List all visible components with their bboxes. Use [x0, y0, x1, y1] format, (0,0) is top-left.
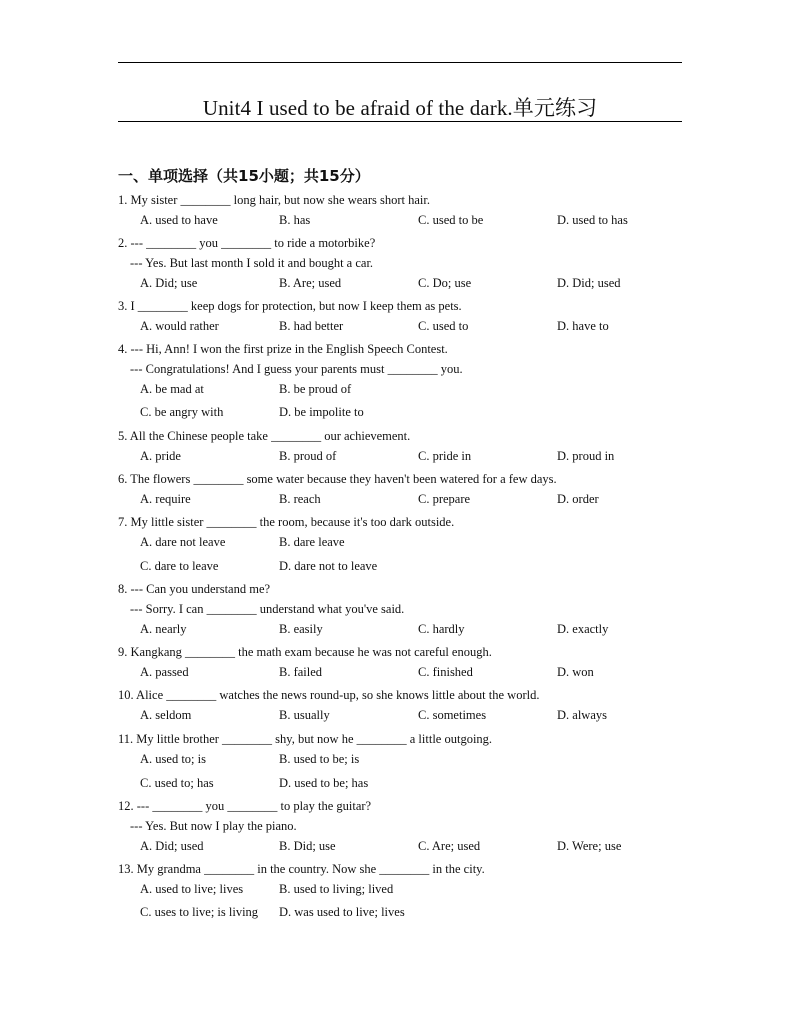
option-c[interactable]: C. used to be	[418, 213, 484, 227]
option-b[interactable]: B. had better	[279, 319, 344, 333]
option-a[interactable]: A. Did; used	[140, 839, 204, 853]
question-stem: 11. My little brother ________ shy, but now he ________ a little outgoing.	[118, 732, 493, 746]
option-a[interactable]: A. used to have	[140, 213, 218, 227]
option-b[interactable]: B. usually	[279, 708, 330, 722]
option-b[interactable]: B. has	[279, 213, 311, 227]
dialogue-reply: --- Yes. But now I play the piano.	[130, 819, 297, 833]
question-stem: 12. --- ________ you ________ to play the guitar?	[118, 799, 372, 813]
option-b[interactable]: B. Did; use	[279, 839, 336, 853]
question-stem: 5. All the Chinese people take ________ our achievement.	[118, 429, 411, 443]
option-d[interactable]: D. used to be; has	[279, 776, 369, 790]
question-stem: 6. The flowers ________ some water because they haven't been watered for a few days.	[118, 472, 557, 486]
option-d[interactable]: D. Did; used	[557, 276, 621, 290]
option-b[interactable]: B. Are; used	[279, 276, 342, 290]
question-stem: 4. --- Hi, Ann! I won the first prize in the English Speech Contest.	[118, 342, 448, 356]
option-c[interactable]: C. sometimes	[418, 708, 487, 722]
option-b[interactable]: B. proud of	[279, 449, 337, 463]
question-stem: 3. I ________ keep dogs for protection, but now I keep them as pets.	[118, 299, 462, 313]
option-b[interactable]: B. failed	[279, 665, 323, 679]
option-c[interactable]: C. finished	[418, 665, 473, 679]
question-stem: 13. My grandma ________ in the country. Now she ________ in the city.	[118, 862, 485, 876]
option-b[interactable]: B. used to living; lived	[279, 882, 394, 896]
question-stem: 1. My sister ________ long hair, but now she wears short hair.	[118, 193, 430, 207]
option-d[interactable]: D. dare not to leave	[279, 559, 378, 573]
option-d[interactable]: D. be impolite to	[279, 405, 364, 419]
option-a[interactable]: A. require	[140, 492, 191, 506]
option-b[interactable]: B. used to be; is	[279, 752, 360, 766]
option-d[interactable]: D. order	[557, 492, 599, 506]
dialogue-reply: --- Congratulations! And I guess your parents must ________ you.	[130, 362, 463, 376]
option-c[interactable]: C. Do; use	[418, 276, 472, 290]
question-stem: 10. Alice ________ watches the news round-up, so she knows little about the world.	[118, 688, 540, 702]
option-a[interactable]: A. be mad at	[140, 382, 204, 396]
option-c[interactable]: C. hardly	[418, 622, 465, 636]
option-c[interactable]: C. uses to live; is living	[140, 905, 259, 919]
dialogue-reply: --- Yes. But last month I sold it and bought a car.	[130, 256, 374, 270]
option-c[interactable]: C. prepare	[418, 492, 471, 506]
option-d[interactable]: D. Were; use	[557, 839, 622, 853]
option-a[interactable]: A. pride	[140, 449, 181, 463]
option-d[interactable]: D. exactly	[557, 622, 609, 636]
option-a[interactable]: A. used to live; lives	[140, 882, 244, 896]
option-a[interactable]: A. used to; is	[140, 752, 206, 766]
question-stem: 2. --- ________ you ________ to ride a motorbike?	[118, 236, 376, 250]
dialogue-reply: --- Sorry. I can ________ understand what you've said.	[130, 602, 405, 616]
top-rule	[118, 62, 682, 63]
option-a[interactable]: A. seldom	[140, 708, 192, 722]
option-b[interactable]: B. reach	[279, 492, 321, 506]
question-stem: 8. --- Can you understand me?	[118, 582, 271, 596]
option-d[interactable]: D. have to	[557, 319, 609, 333]
option-c[interactable]: C. Are; used	[418, 839, 481, 853]
option-d[interactable]: D. was used to live; lives	[279, 905, 405, 919]
option-b[interactable]: B. be proud of	[279, 382, 352, 396]
option-a[interactable]: A. Did; use	[140, 276, 198, 290]
option-c[interactable]: C. dare to leave	[140, 559, 219, 573]
option-d[interactable]: D. proud in	[557, 449, 615, 463]
option-c[interactable]: C. pride in	[418, 449, 472, 463]
question-stem: 9. Kangkang ________ the math exam because he was not careful enough.	[118, 645, 492, 659]
option-b[interactable]: B. dare leave	[279, 535, 345, 549]
option-a[interactable]: A. would rather	[140, 319, 219, 333]
option-a[interactable]: A. dare not leave	[140, 535, 226, 549]
option-c[interactable]: C. used to	[418, 319, 469, 333]
option-d[interactable]: D. always	[557, 708, 607, 722]
page-title: Unit4 I used to be afraid of the dark.单元练习	[202, 96, 598, 120]
section-heading: 一、单项选择（共15小题；共15分）	[118, 167, 370, 185]
option-a[interactable]: A. passed	[140, 665, 189, 679]
option-d[interactable]: D. used to has	[557, 213, 628, 227]
option-c[interactable]: C. be angry with	[140, 405, 224, 419]
option-a[interactable]: A. nearly	[140, 622, 187, 636]
option-d[interactable]: D. won	[557, 665, 594, 679]
option-c[interactable]: C. used to; has	[140, 776, 214, 790]
question-stem: 7. My little sister ________ the room, because it's too dark outside.	[118, 515, 455, 529]
option-b[interactable]: B. easily	[279, 622, 323, 636]
title-underline	[118, 121, 682, 122]
